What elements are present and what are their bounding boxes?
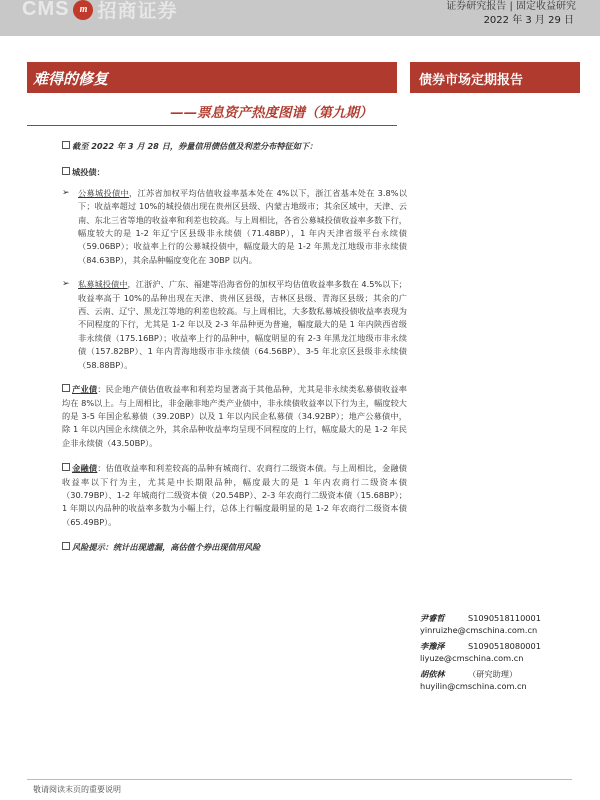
page-title: 难得的修复: [33, 70, 109, 88]
checkbox-square-icon: [62, 463, 70, 471]
paragraph-industry-bonds: [62, 383, 407, 450]
paragraph-text: ：民企地产债估值收益率和利差均显著高于其他品种，尤其是非永续类私募债收益率均在 8%以上。与上周相比，非金融非地产类产业债中，非永续债收益率以下行为主，幅度较大的是 3-5 年国企私募债（39.20BP）以及 1 年以内民企私募债（34.92BP）；地产公募债中，除 1 年以内国企永续债之外，其余品种收益率均呈现不同程度的上行，幅度最大的是 1-2 年民企非永续债（43.50BP）。: [62, 384, 407, 448]
brand-logo: [22, 0, 177, 23]
section-title-city: [62, 166, 407, 179]
report-type: 证券研究报告 | 固定收益研究: [446, 1, 576, 12]
risk-warning: [62, 541, 407, 554]
paragraph-text: ：估值收益率和利差较高的品种有城商行、农商行二级资本债。与上周相比，金融债收益率以下行为主，尤其是中长期限品种，幅度最大的是 1 年内农商行二级资本债（30.79BP）、1-2 年城商行二级资本债（20.54BP）、2-3 年农商行二级资本债（15.68BP）；1 年期以内品种的收益率多数为小幅上行，总体上行幅度最明显的是 1-2 年农商行二级资本债（65.49BP）。: [62, 463, 407, 527]
paragraph-label: 金融债: [72, 463, 98, 474]
bullet-private-city-bonds: [62, 278, 407, 372]
paragraph-finance-bonds: [62, 462, 407, 529]
arrow-bullet-icon: ➢: [62, 279, 70, 290]
section-title-city-text: 城投债：: [72, 167, 105, 178]
logo-emblem-icon: m: [73, 0, 93, 20]
checkbox-square-icon: [62, 542, 70, 550]
author-id: S1090518110001: [468, 613, 541, 623]
report-summary: [62, 140, 407, 563]
author-email[interactable]: liyuze@cmschina.com.cn: [420, 653, 524, 663]
author-email[interactable]: yinruizhe@cmschina.com.cn: [420, 625, 538, 635]
arrow-bullet-icon: ➢: [62, 187, 70, 198]
checkbox-square-icon: [62, 167, 70, 175]
author-name: 尹睿哲: [420, 613, 445, 623]
author-name: 李豫泽: [420, 641, 445, 651]
logo-text-en: CMS: [22, 0, 70, 20]
bullet-public-city-bonds: [62, 187, 407, 267]
checkbox-square-icon: [62, 141, 70, 149]
report-category-label: 债券市场定期报告: [419, 73, 524, 88]
title-band: [27, 62, 397, 93]
footer-disclaimer: 敬请阅读末页的重要说明: [33, 785, 121, 794]
author-id: S1090518080001: [468, 641, 541, 651]
paragraph-label: 产业债: [72, 384, 98, 395]
bullet-label: 公募城投债中: [78, 187, 130, 198]
logo-text-cn: 招商证券: [97, 0, 178, 22]
risk-text: 风险提示：统计出现遗漏，高估值个券出现信用风险: [72, 542, 261, 553]
author-entry: [420, 668, 590, 692]
bullet-label: 私募城投债中: [78, 279, 128, 290]
bullet-text: ，江苏省加权平均估值收益率基本处在 4%以下，浙江省基本处在 3.8%以下；收益率超过 10%的城投债出现在贵州区县级、内蒙古地级市；其余区域中，天津、云南、东北三省等地的收益率和利差也较高。与上周相比，各省公募城投债收益率多数下行，幅度较大的是 1-2 年辽宁区县级非永续债（71.48BP），1 年内天津省级平台永续债（59.06BP）；收益率上行的公募城投债中，幅度最大的是 1-2 年黑龙江地级市非永续债（84.63BP），其余品种幅度变化在 30BP 以内。: [78, 187, 407, 265]
author-id: （研究助理）: [468, 669, 518, 679]
bullet-text: ，江浙沪、广东、福建等沿海省份的加权平均估值收益率多数在 4.5%以下；收益率高于 10%的品种出现在天津、贵州区县级，吉林区县级、青海区县级；其余的广西、云南、辽宁、黑龙江等地的利差也较高。与上周相比，大多数私募城投债收益率表现为不同程度的下行，尤其是 1-2 年以及 2-3 年品种更为普遍，幅度最大的是 1 年内陕西省级非永续债（175.16BP）；收益率上行的品种中，幅度明显的有 2-3 年黑龙江地级市非永续债（157.82BP）、1 年内青海地级市非永续债（64.56BP）、3-5 年北京区县级非永续债（58.88BP）。: [78, 279, 407, 370]
report-category-band: [410, 62, 580, 93]
author-list: [420, 612, 590, 696]
page-subtitle: ——票息资产热度图谱（第九期）: [170, 105, 373, 121]
author-entry: [420, 612, 590, 636]
author-email[interactable]: huyilin@cmschina.com.cn: [420, 681, 527, 691]
header-bar: [0, 0, 600, 36]
footer-divider: [27, 779, 572, 780]
author-entry: [420, 640, 590, 664]
checkbox-square-icon: [62, 384, 70, 392]
summary-line: [62, 140, 407, 153]
report-date: 2022 年 3 月 29 日: [483, 15, 574, 26]
author-name: 胡依林: [420, 669, 445, 679]
summary-text: 截至 2022 年 3 月 28 日，券量信用债估值及利差分布特征如下：: [72, 141, 318, 151]
title-divider: [27, 125, 397, 126]
